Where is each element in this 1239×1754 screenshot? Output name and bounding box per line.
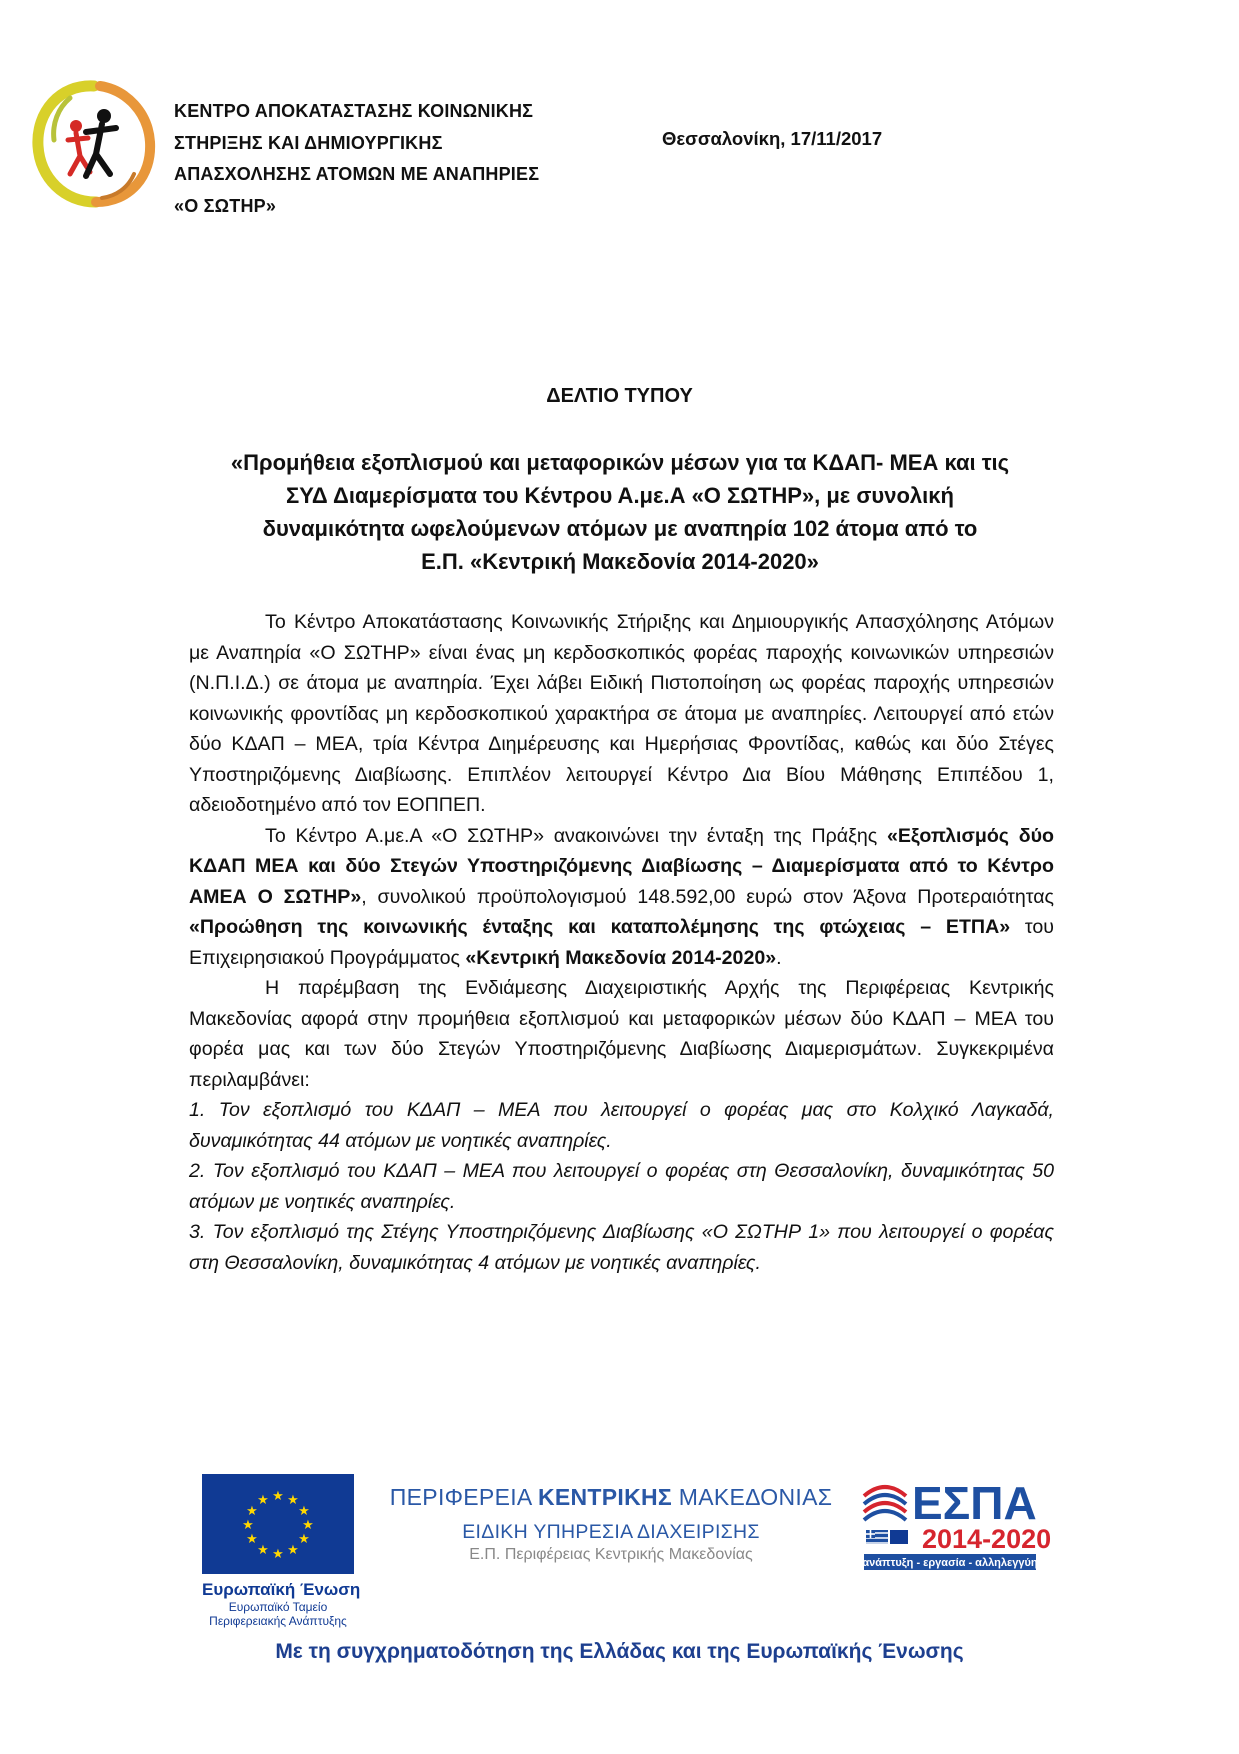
document-type-heading: ΔΕΛΤΙΟ ΤΥΠΟΥ [546,385,693,407]
headline-line: Ε.Π. «Κεντρική Μακεδονία 2014-2020» [421,549,819,574]
cofinancing-statement: Με τη συγχρηματοδότηση της Ελλάδας και της Ευρωπαϊκής Ένωσης [275,1640,964,1663]
body-text [189,607,1054,1278]
svg-text:★: ★ [287,1493,299,1508]
project-title: «Εξοπλισμός δύο ΚΔΑΠ ΜΕΑ και δύο Στεγών Υποστηριζόμενης Διαβίωσης – Διαμερίσματα από το Κέντρο ΑΜΕΑ Ο ΣΩΤΗΡ» [189,824,1054,908]
org-name-line: «Ο ΣΩΤΗΡ» [174,195,277,216]
svg-text:★: ★ [302,1518,314,1533]
press-release-headline [170,446,1070,578]
organization-logo [30,78,158,210]
region-title-part: ΚΕΝΤΡΙΚΗΣ [537,1484,673,1510]
operational-program: Ε.Π. Περιφέρειας Κεντρικής Μακεδονίας [469,1546,753,1563]
svg-text:★: ★ [298,1532,310,1547]
org-name-line: ΣΤΗΡΙΞΗΣ ΚΑΙ ΔΗΜΙΟΥΡΓΙΚΗΣ [174,132,443,153]
svg-text:★: ★ [298,1504,310,1519]
region-logo-block [386,1484,836,1564]
headline-line: δυναμικότητα ωφελούμενων ατόμων με αναπηρία 102 άτομα από το [262,516,978,541]
eu-fund-label [202,1600,354,1628]
text-span: , συνολικού προϋπολογισμού 148.592,00 ευρώ στον Άξονα Προτεραιότητας [361,885,1054,908]
text-span: του Επιχειρησιακού Προγράμματος [189,916,1054,969]
list-item: 1. Τον εξοπλισμό του ΚΔΑΠ – ΜΕΑ που λειτουργεί ο φορέας μας στο Κολχικό Λαγκαδά, δυναμικότητας 44 ατόμων με νοητικές αναπηρίες. [189,1099,1054,1152]
espa-tagline: ανάπτυξη - εργασία - αλληλεγγύη [862,1557,1038,1569]
headline-line: «Προμήθεια εξοπλισμού και μεταφορικών μέσων για τα ΚΔΑΠ- ΜΕΑ και τις [230,450,1010,475]
headline-line: ΣΥΔ Διαμερίσματα του Κέντρου Α.με.Α «Ο ΣΩΤΗΡ», με συνολική [286,483,954,508]
svg-text:★: ★ [242,1518,254,1533]
list-item: 3. Τον εξοπλισμό της Στέγης Υποστηριζόμενης Διαβίωσης «Ο ΣΩΤΗΡ 1» που λειτουργεί ο φορέας στη Θεσσαλονίκη, δυναμικότητας 4 ατόμων με νοητικές αναπηρίες. [189,1221,1054,1274]
priority-axis: «Προώθηση της κοινωνικής ένταξης και καταπολέμησης της φτώχειας – ΕΤΠΑ» [189,916,1011,938]
text-span: Το Κέντρο Α.με.Α «Ο ΣΩΤΗΡ» ανακοινώνει την ένταξη της Πράξης [265,824,887,847]
paragraph-announcement [189,821,1054,974]
espa-word: ΕΣΠΑ [912,1477,1037,1529]
svg-text:★: ★ [272,1489,284,1504]
svg-text:★: ★ [246,1504,258,1519]
program-name: «Κεντρική Μακεδονία 2014-2020» [465,946,777,969]
organization-name [174,96,539,222]
managing-authority: ΕΙΔΙΚΗ ΥΠΗΡΕΣΙΑ ΔΙΑΧΕΙΡΙΣΗΣ [462,1521,760,1543]
svg-text:★: ★ [257,1493,269,1508]
svg-text:★: ★ [257,1543,269,1558]
text-span: . [776,946,782,969]
org-name-line: ΑΠΑΣΧΟΛΗΣΗΣ ΑΤΟΜΩΝ ΜΕ ΑΝΑΠΗΡΙΕΣ [174,164,540,184]
paragraph-intro: Το Κέντρο Αποκατάστασης Κοινωνικής Στήριξης και Δημιουργικής Απασχόλησης Ατόμων με Αναπηρία «Ο ΣΩΤΗΡ» είναι ένας μη κερδοσκοπικός φορέας παροχής κοινωνικών υπηρεσιών (Ν.Π.Ι.Δ.) σε άτομα με αναπηρία. Έχει λάβει Ειδική Πιστοποίηση ως φορέας παροχής υπηρεσιών κοινωνικής φροντίδας μη κερδοσκοπικού χαρακτήρα σε άτομα με αναπηρίες. Λειτουργεί από ετών δύο ΚΔΑΠ – ΜΕΑ, τρία Κέντρα Διημέρευσης και Ημερήσιας Φροντίδας, καθώς και δύο Στέγες Υποστηριζόμενης Διαβίωσης. Επιπλέον λειτουργεί Κέντρο Δια Βίου Μάθησης Επιπέδου 1, αδειοδοτημένο από τον ΕΟΠΠΕΠ. [189,611,1054,816]
org-name-line: ΚΕΝΤΡΟ ΑΠΟΚΑΤΑΣΤΑΣΗΣ ΚΟΙΝΩΝΙΚΗΣ [174,101,534,121]
eu-logo-block [202,1474,361,1628]
paragraph-intervention: Η παρέμβαση της Ενδιάμεσης Διαχειριστικής Αρχής της Περιφέρειας Κεντρικής Μακεδονίας αφορά στην προμήθεια εξοπλισμού και μεταφορικών μέσων δύο ΚΔΑΠ – ΜΕΑ του φορέα μας και των δύο Στεγών Υποστηριζόμενης Διαβίωσης Διαμερισμάτων. Συγκεκριμένα περιλαμβάνει: [189,977,1054,1091]
eu-fund-line: Περιφερειακής Ανάπτυξης [209,1614,347,1628]
eu-fund-line: Ευρωπαϊκό Ταμείο [228,1600,328,1614]
svg-text:★: ★ [287,1543,299,1558]
espa-logo [862,1474,1052,1574]
list-item: 2. Τον εξοπλισμό του ΚΔΑΠ – ΜΕΑ που λειτουργεί ο φορέας στη Θεσσαλονίκη, δυναμικότητας 50 ατόμων με νοητικές αναπηρίες. [189,1160,1054,1213]
place-and-date: Θεσσαλονίκη, 17/11/2017 [662,128,883,149]
eu-flag-icon [202,1474,354,1574]
svg-text:★: ★ [246,1532,258,1547]
svg-text:★: ★ [272,1547,284,1562]
espa-years: 2014-2020 [922,1524,1052,1554]
eu-stars-icon [202,1474,354,1574]
region-title-part: ΠΕΡΙΦΕΡΕΙΑ [389,1484,538,1510]
region-title [386,1484,836,1511]
eu-label: Ευρωπαϊκή Ένωση [202,1580,361,1599]
region-title-part: ΜΑΚΕΔΟΝΙΑΣ [672,1484,833,1510]
